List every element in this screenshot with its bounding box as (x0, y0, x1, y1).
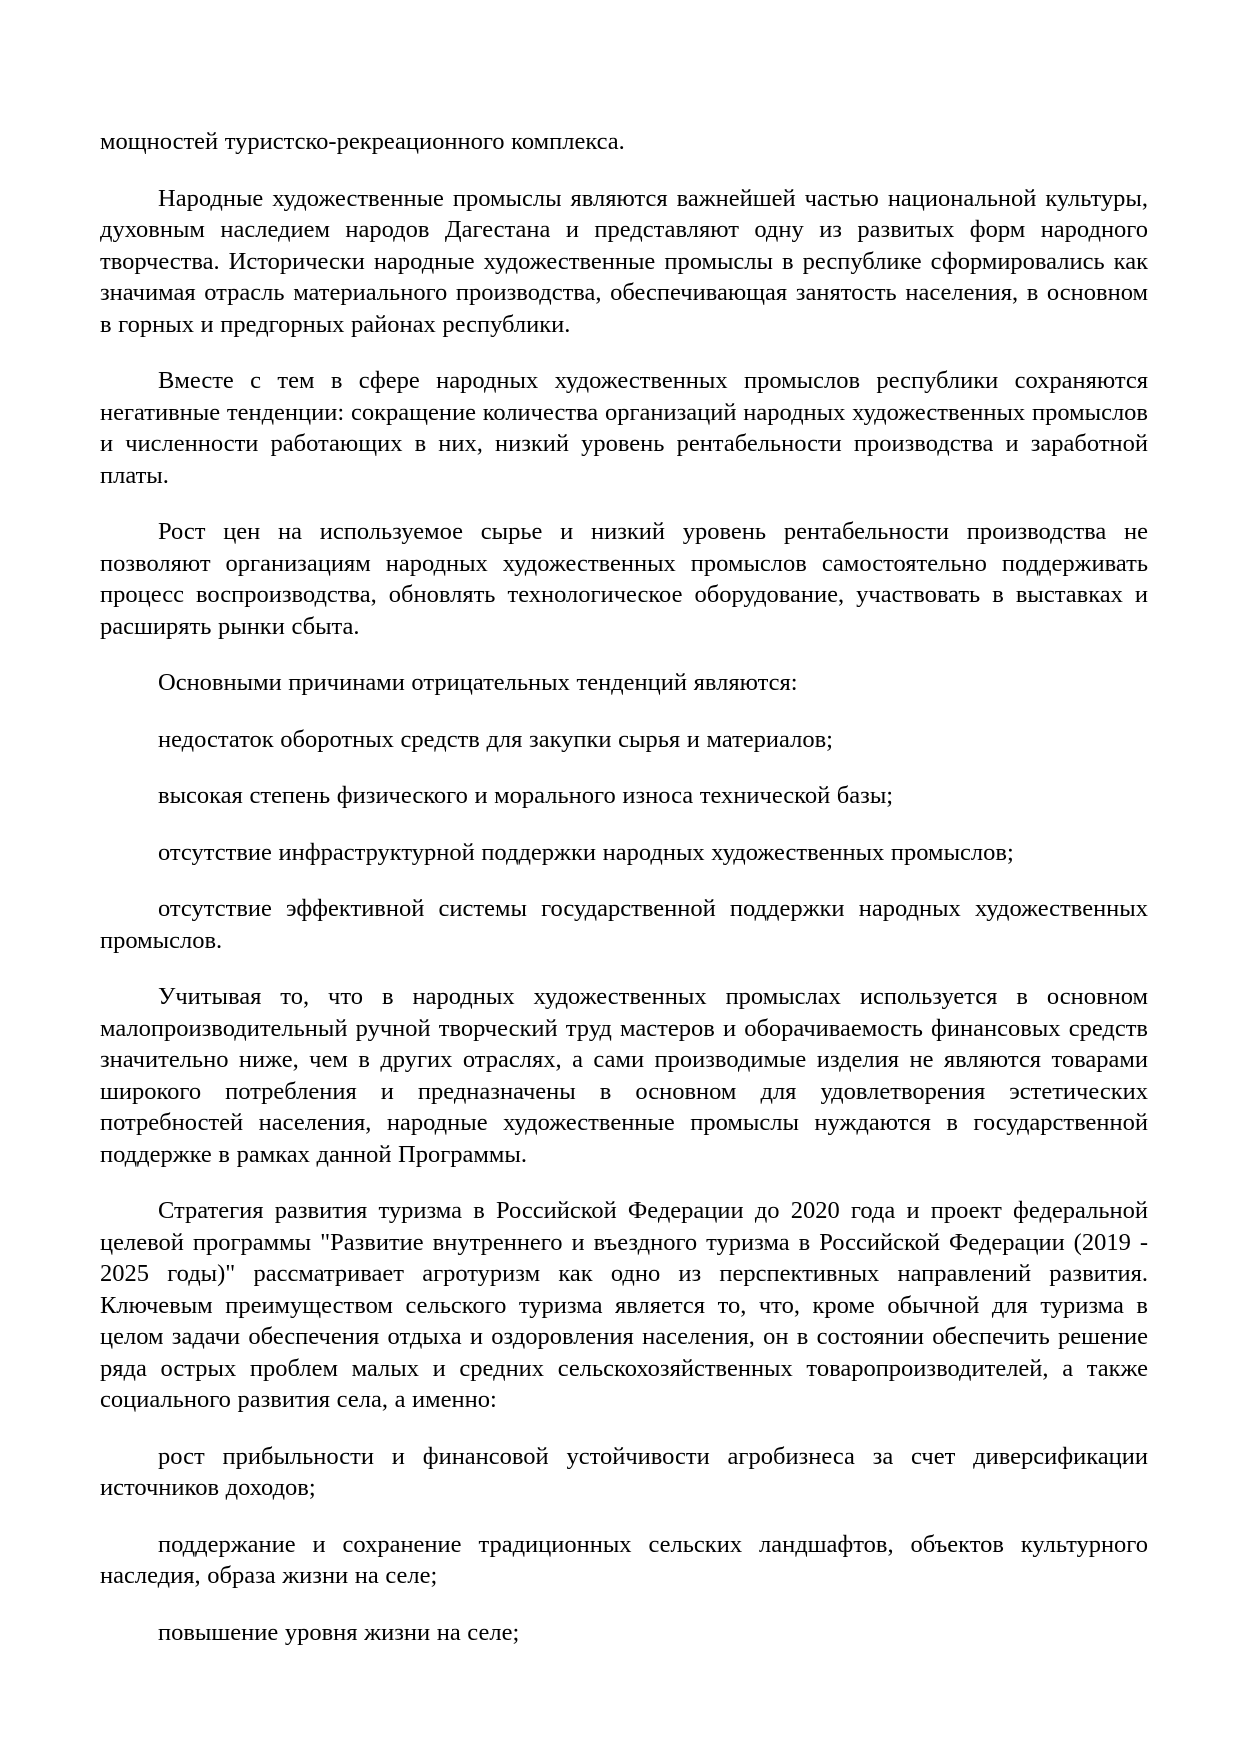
list-item-vysokaya-stepen-iznosa: высокая степень физического и морального износа технической базы; (158, 782, 894, 809)
paragraph-narodnye-promysly: Народные художественные промыслы являются важнейшей частью национальной культуры, духовным наследием народов Дагестана и представляют одну из развитых форм народного творчества. Исторически народные художественные промыслы в республике сформировались как значимая отрасль материального производства, обеспечивающая занятость населения, в основном в горных и предгорных районах республики. (100, 184, 1148, 338)
paragraph-vmeste-s-tem: Вместе с тем в сфере народных художественных промыслов республики сохраняются негативные тенденции: сокращение количества организаций народных художественных промыслов и численности работающих в них, низкий уровень рентабельности производства и заработной платы. (100, 367, 1148, 489)
paragraph-strategiya-razvitiya-turizma: Стратегия развития туризма в Российской Федерации до 2020 года и проект федеральной целевой программы "Развитие внутреннего и въездного туризма в Российской Федерации (2019 - 2025 годы)" рассматривает агротуризм как одно из перспективных направлений развития. Ключевым преимуществом сельского туризма является то, что, кроме обычной для туризма в целом задачи обеспечения отдыха и оздоровления населения, он в состоянии обеспечить решение ряда острых проблем малых и средних сельскохозяйственных товаропроизводителей, а также социального развития села, а именно: (100, 1197, 1148, 1413)
list-item-podderzhanie-landshaftov: поддержание и сохранение традиционных сельских ландшафтов, объектов культурного наследия, образа жизни на селе; (100, 1530, 1148, 1589)
paragraph-rost-cen: Рост цен на используемое сырье и низкий уровень рентабельности производства не позволяют организациям народных художественных промыслов самостоятельно поддерживать процесс воспроизводства, обновлять технологическое оборудование, участвовать в выставках и расширять рынки сбыта. (100, 518, 1148, 640)
paragraph-continuation: мощностей туристско-рекреационного комплекса. (100, 128, 625, 155)
paragraph-osnovnymi-prichinami: Основными причинами отрицательных тенденций являются: (158, 669, 798, 696)
list-item-rost-pribylnosti: рост прибыльности и финансовой устойчивости агробизнеса за счет диверсификации источников доходов; (100, 1442, 1148, 1501)
list-item-povyshenie-urovnya-zhizni: повышение уровня жизни на селе; (158, 1618, 520, 1646)
list-item-otsutstvie-infrastrukturnoy-podderzhki: отсутствие инфраструктурной поддержки народных художественных промыслов; (158, 838, 1014, 866)
paragraph-uchityvaya-to: Учитывая то, что в народных художественных промыслах используется в основном малопроизводительный ручной творческий труд мастеров и оборачиваемость финансовых средств значительно ниже, чем в других отраслях, а сами производимые изделия не являются товарами широкого потребления и предназначены в основном для удовлетворения эстетических потребностей населения, народные художественные промыслы нуждаются в государственной поддержке в рамках данной Программы. (100, 983, 1148, 1168)
list-item-otsutstvie-effektivnoy-sistemy: отсутствие эффективной системы государственной поддержки народных художественных промыслов. (100, 895, 1148, 954)
document-body (100, 126, 1148, 1673)
list-item-nedostatok-oborotnyh-sredstv: недостаток оборотных средств для закупки сырья и материалов; (158, 725, 833, 753)
